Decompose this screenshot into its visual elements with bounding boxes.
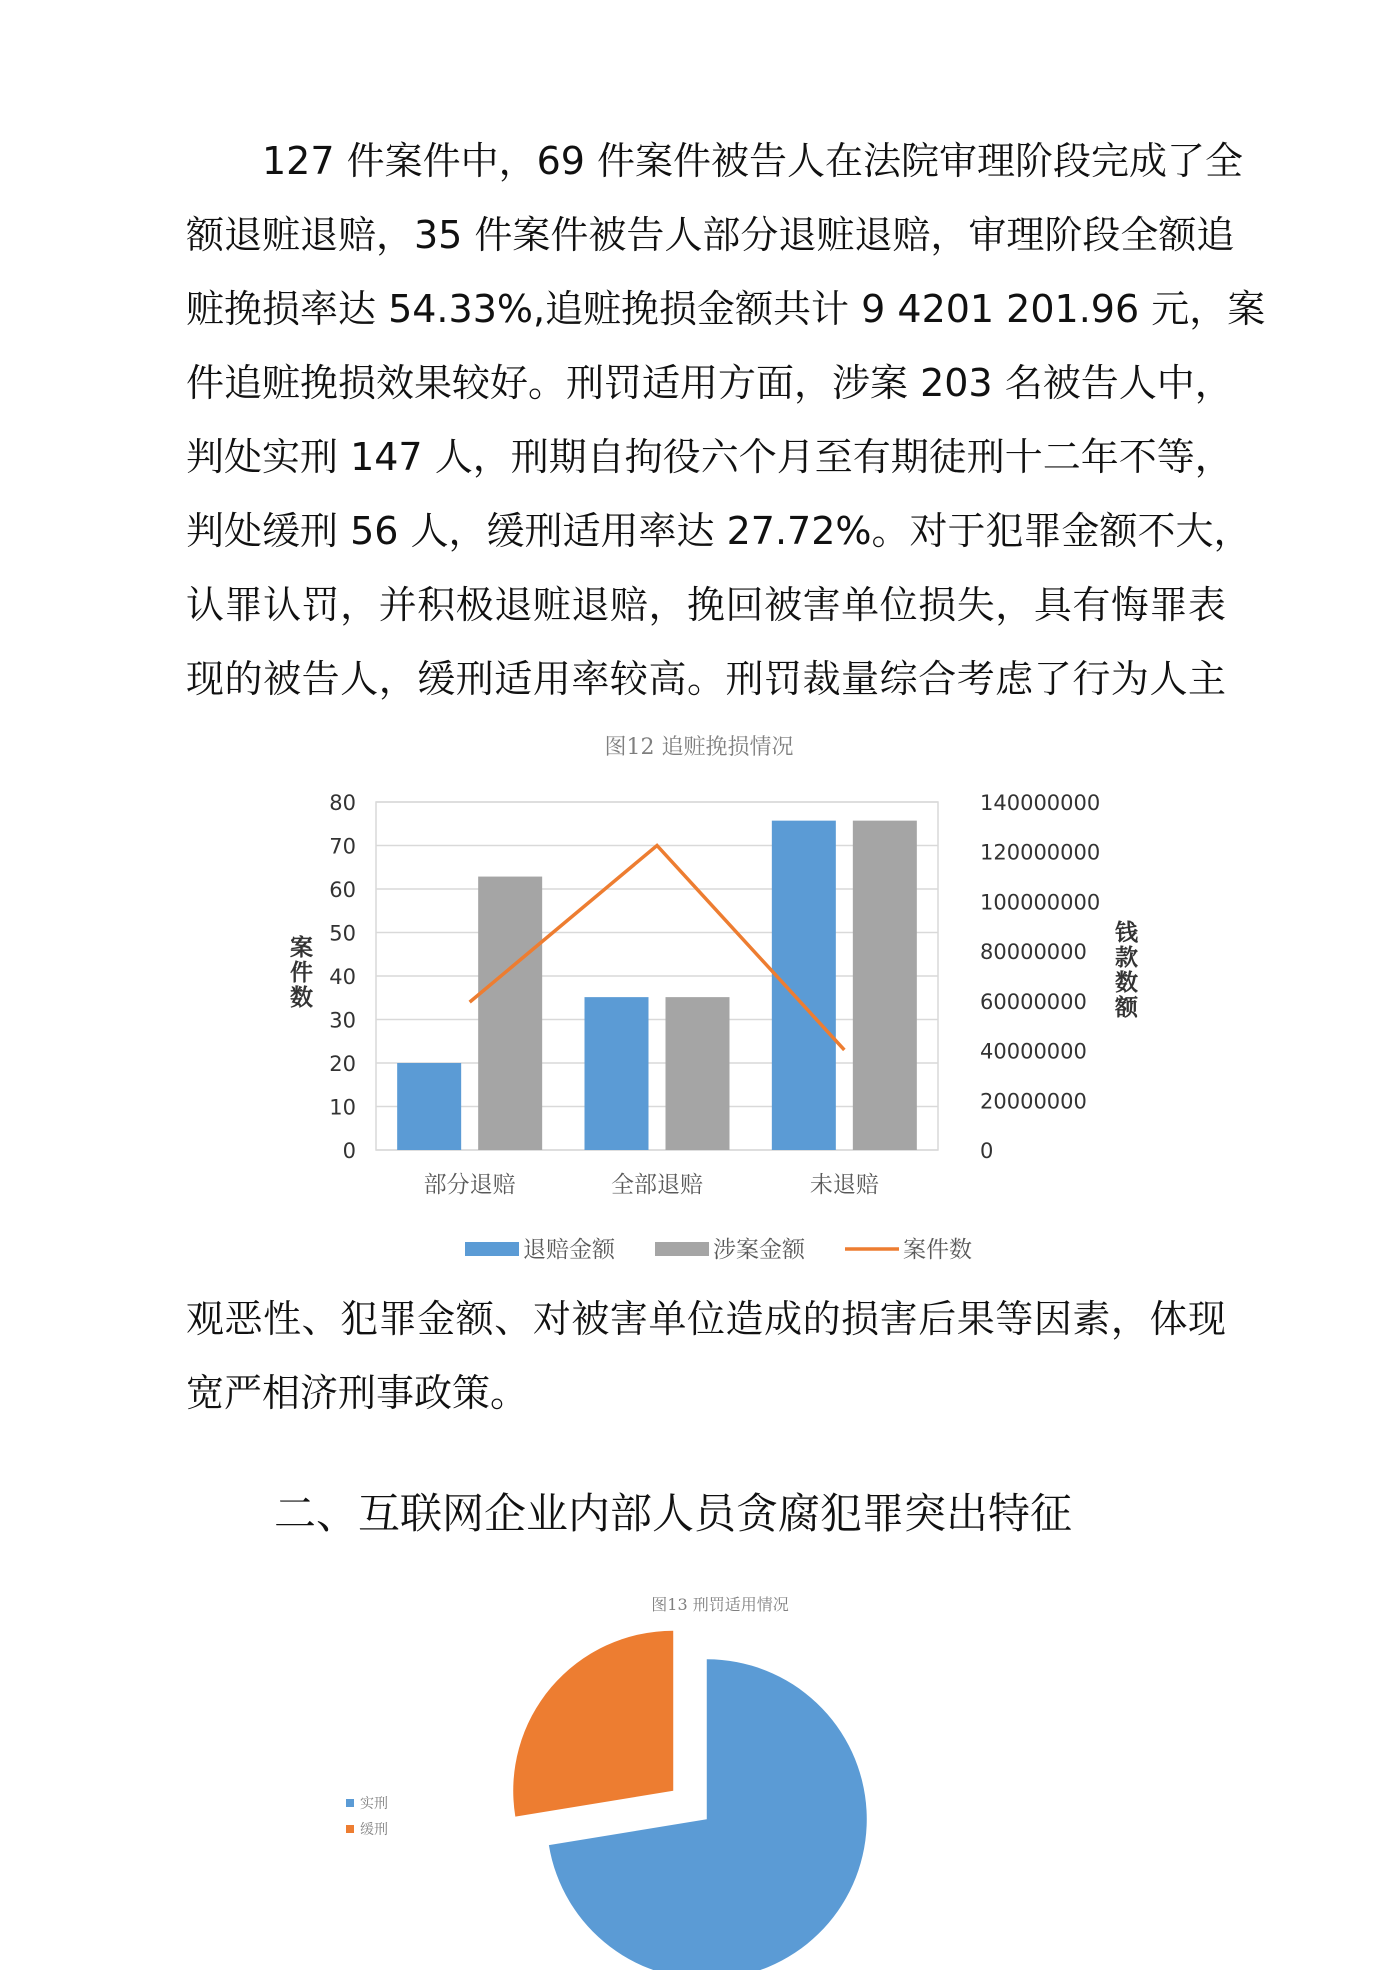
y2-tick-label: 60000000 <box>980 989 1087 1014</box>
legend-label: 缓刑 <box>360 1822 388 1838</box>
chart-12-title: 图12 追赃挽损情况 <box>604 735 794 760</box>
legend-label: 退赔金额 <box>523 1237 615 1263</box>
y-tick-label: 40 <box>329 965 356 989</box>
text-line: 现的被告人，缓刑适用率较高。刑罚裁量综合考虑了行为人主 <box>186 657 1226 701</box>
y-tick-label: 50 <box>329 921 356 946</box>
y-tick-label: 0 <box>342 1139 356 1163</box>
text-line: 额退赃退赔，35 件案件被告人部分退赃退赔，审理阶段全额追 <box>186 213 1235 257</box>
legend-swatch <box>346 1799 354 1807</box>
bar-涉案金额 <box>478 877 542 1150</box>
y-tick-label: 10 <box>329 1095 356 1120</box>
text-line: 判处实刑 147 人，刑期自拘役六个月至有期徒刑十二年不等， <box>186 435 1233 479</box>
text-line: 观恶性、犯罪金额、对被害单位造成的损害后果等因素，体现 <box>186 1297 1226 1341</box>
paragraph-2 <box>186 1282 1226 1430</box>
legend-label: 涉案金额 <box>713 1237 805 1263</box>
bar-涉案金额 <box>666 997 730 1150</box>
y-tick-label: 80 <box>329 791 356 815</box>
y2-tick-label: 120000000 <box>980 840 1101 865</box>
y2-tick-label: 140000000 <box>980 791 1101 815</box>
y-tick-label: 70 <box>329 834 356 859</box>
text-line: 认罪认罚，并积极退赃退赔，挽回被害单位损失，具有悔罪表 <box>186 583 1226 627</box>
bar-退赔金额 <box>772 821 836 1150</box>
text-line: 判处缓刑 56 人，缓刑适用率达 27.72%。对于犯罪金额不大， <box>186 509 1252 553</box>
paragraph-1 <box>186 124 1266 716</box>
chart-12-ylabel: 案件数 <box>286 935 312 1010</box>
legend-label: 实刑 <box>360 1796 388 1812</box>
legend-swatch <box>346 1825 354 1833</box>
y2-tick-label: 40000000 <box>980 1039 1087 1064</box>
legend-swatch <box>465 1242 519 1256</box>
chart-12 <box>0 760 1398 1360</box>
pie-slice-缓刑 <box>513 1631 673 1817</box>
text-line: 宽严相济刑事政策。 <box>186 1371 529 1415</box>
section-heading: 二、互联网企业内部人员贪腐犯罪突出特征 <box>274 1489 1073 1538</box>
y2-tick-label: 0 <box>980 1139 994 1163</box>
chart-13 <box>0 1600 1398 1970</box>
chart-13-title: 图13 刑罚适用情况 <box>651 1595 789 1614</box>
y2-tick-label: 20000000 <box>980 1089 1087 1114</box>
text-line: 赃挽损率达 54.33%,追赃挽损金额共计 9 4201 201.96 元，案 <box>186 287 1266 331</box>
x-tick-label: 部分退赔 <box>423 1172 516 1198</box>
chart-12-y2label: 钱款数额 <box>1111 920 1137 1020</box>
y-tick-label: 20 <box>329 1052 356 1076</box>
legend-swatch <box>655 1242 709 1256</box>
y2-tick-label: 80000000 <box>980 940 1087 965</box>
bar-退赔金额 <box>397 1063 461 1150</box>
x-tick-label: 全部退赔 <box>611 1172 703 1198</box>
bar-涉案金额 <box>853 821 917 1150</box>
text-line: 件追赃挽损效果较好。刑罚适用方面，涉案 203 名被告人中， <box>186 361 1233 405</box>
bar-退赔金额 <box>585 997 649 1150</box>
y-tick-label: 30 <box>329 1008 356 1033</box>
legend-label: 案件数 <box>903 1237 972 1263</box>
y-tick-label: 60 <box>329 878 356 902</box>
text-line: 127 件案件中，69 件案件被告人在法院审理阶段完成了全 <box>262 139 1244 183</box>
x-tick-label: 未退赔 <box>809 1172 879 1198</box>
y2-tick-label: 100000000 <box>980 890 1101 915</box>
